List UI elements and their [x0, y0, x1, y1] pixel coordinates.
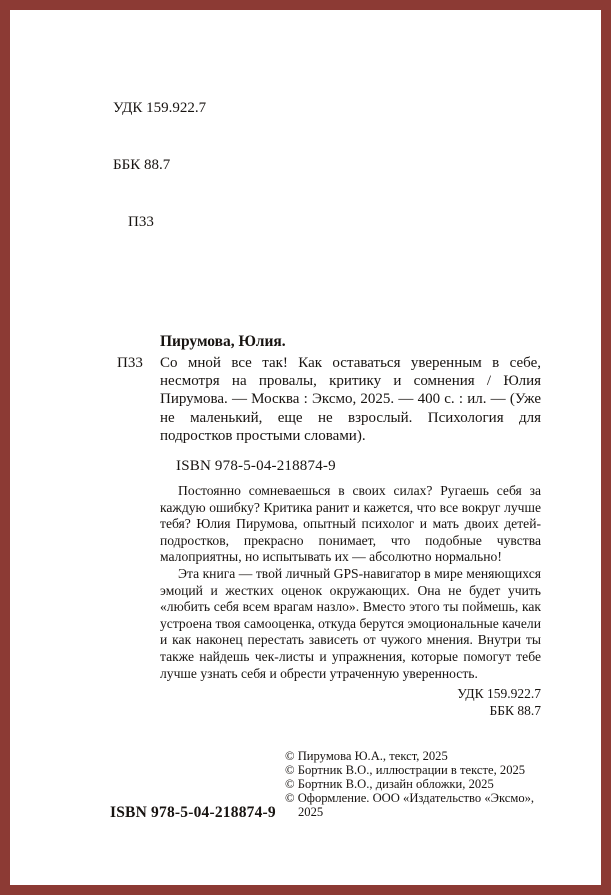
copyright-line: © Бортник В.О., дизайн обложки, 2025: [285, 776, 494, 791]
classification-codes-top: [113, 61, 206, 270]
udk-code-top: УДК 159.922.7: [113, 100, 207, 116]
bbk-code-top: ББК 88.7: [113, 157, 171, 173]
bibliographic-entry: Со мной все так! Как оставаться уверенным в себе, несмотря на провалы, критику и сомнения / Юлия Пирумова. — Москва : Эксмо, 2025. — 400 с. : ил. — (Уже не маленький, еще не взрослый. Психология для подростков простыми словами).: [160, 355, 541, 444]
author-sign-margin: П33: [117, 355, 143, 371]
copyright-line: © Бортник В.О., иллюстрации в тексте, 2025: [285, 762, 526, 777]
isbn-line: ISBN 978-5-04-218874-9: [176, 458, 336, 474]
classification-codes-bottom: [457, 685, 541, 719]
annotation-block: [160, 483, 541, 682]
copyright-line: © Пирумова Ю.А., текст, 2025: [285, 749, 448, 763]
catalog-author: Пирумова, Юлия.: [160, 333, 286, 350]
copyright-block: [285, 750, 547, 820]
author-sign-code-top: П33: [128, 214, 154, 230]
bbk-code-bottom: ББК 88.7: [489, 703, 541, 718]
annotation-paragraph-1: Постоянно сомневаешься в своих силах? Ругаешь себя за каждую ошибку? Критика ранит и кажется, что все вокруг лучше тебя? Юлия Пирумова, опытный психолог и мать двоих детей-подростков, прекрасно понимает, что подобные чувства малоприятны, но испытывать их — абсолютно нормально!: [160, 483, 541, 565]
isbn-bottom: ISBN 978-5-04-218874-9: [110, 804, 276, 821]
copyright-line: © Оформление. ООО «Издательство «Эксмо», 2025: [285, 790, 535, 819]
udk-code-bottom: УДК 159.922.7: [457, 686, 541, 701]
annotation-paragraph-2: Эта книга — твой личный GPS-навигатор в мире меняющихся эмоций и жестких оценок окружающих. Она не будет учить «любить себя всем врагам назло». Вместо этого ты поймешь, как устроена твоя самооценка, откуда берутся эмоциональные качели и как наконец перестать зависеть от чужого мнения. Внутри ты также найдешь чек-листы и упражнения, которые помогут тебе лучше узнать себя и обрести утраченную уверенность.: [160, 565, 541, 681]
